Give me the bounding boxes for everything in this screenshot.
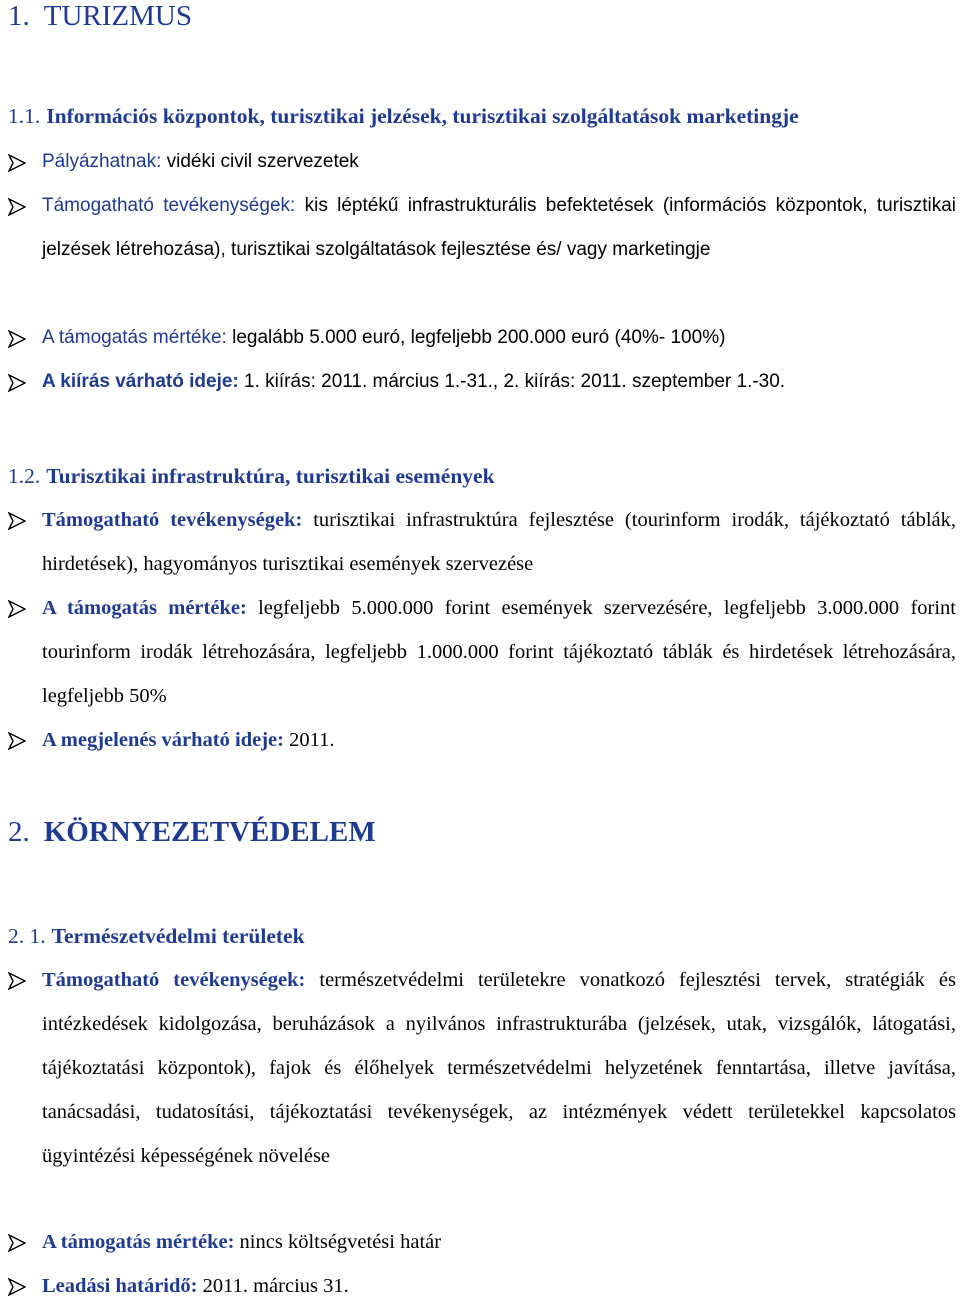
item-text: vidéki civil szervezetek [161,151,359,172]
list-item [8,958,956,1178]
item-text: természetvédelmi területekre vonatkozó fejlesztési tervek, stratégiák és intézkedések kidolgozása, beruházások a nyilvános infrastrukturába (jelzések, utak, vizsgálók, látogatási, tájékoztatási központok), fajok és élőhelyek természetvédelmi helyzetének fenntartása, illetve javítása, tanácsadási, tudatosítási, tájékoztatási tevékenységek, az intézmények védett területekkel kapcsolatos ügyintézési képességének növelése [42,969,957,1167]
item-label: Leadási határidő: [42,1275,198,1297]
item-label: A kiírás várható ideje: [42,371,239,392]
list-item [8,586,956,718]
arrowhead-bullet-icon [8,600,26,618]
list-item [8,718,956,762]
list-item [8,1264,956,1308]
item-text: legfeljebb 5.000.000 forint események szervezésére, legfeljebb 3.000.000 forint tourinform irodák létrehozására, legfeljebb 1.000.000 forint tájékoztató táblák és hirdetések létrehozására, legfeljebb 50% [42,597,956,707]
subsection-heading-2-1 [8,924,305,949]
arrowhead-bullet-icon [8,1234,26,1252]
item-text: legalább 5.000 euró, legfeljebb 200.000 euró (40%- 100%) [226,327,726,348]
item-label: Támogatható tevékenységek: [42,509,303,531]
section-heading-1 [8,0,192,33]
list-item [8,316,956,360]
item-label: A megjelenés várható ideje: [42,729,284,751]
arrowhead-bullet-icon [8,732,26,750]
section-number: 1. [8,0,30,32]
subsection-title: Természetvédelmi területek [51,924,305,948]
list-item [8,140,956,184]
list-item [8,1220,956,1264]
item-text: 2011. március 31. [197,1275,349,1297]
subsection-heading-1-2 [8,464,495,489]
subsection-number: 2. 1. [8,924,46,948]
item-label: A támogatás mértéke: [42,327,227,348]
list-item [8,360,956,404]
arrowhead-bullet-icon [8,154,26,172]
arrowhead-bullet-icon [8,374,26,392]
subsection-number: 1.2. [8,464,41,488]
section-title: KÖRNYEZETVÉDELEM [43,816,376,848]
item-label: Támogatható tevékenységek: [42,969,306,991]
item-text: turisztikai infrastruktúra fejlesztése (tourinform irodák, tájékoztató táblák, hirdetések), hagyományos turisztikai események szervezése [42,509,956,575]
item-label: A támogatás mértéke: [42,1231,235,1253]
subsection-number: 1.1. [8,104,41,128]
item-label: Támogatható tevékenységek: [42,195,296,216]
subsection-title: Információs központok, turisztikai jelzések, turisztikai szolgáltatások marketingje [46,104,799,128]
section-title: TURIZMUS [43,0,192,32]
list-item [8,498,956,586]
section-number: 2. [8,816,30,848]
arrowhead-bullet-icon [8,330,26,348]
subsection-title: Turisztikai infrastruktúra, turisztikai események [46,464,495,488]
arrowhead-bullet-icon [8,972,26,990]
item-label: Pályázhatnak: [42,151,162,172]
arrowhead-bullet-icon [8,198,26,216]
section-heading-2 [8,816,376,849]
arrowhead-bullet-icon [8,1278,26,1296]
arrowhead-bullet-icon [8,512,26,530]
subsection-heading-1-1 [8,104,799,129]
item-text: kis léptékű infrastrukturális befektetések (információs központok, turisztikai jelzések létrehozása), turisztikai szolgáltatások fejlesztése és/ vagy marketingje [42,195,956,260]
item-label: A támogatás mértéke: [42,597,247,619]
item-text: nincs költségvetési határ [234,1231,442,1253]
item-text: 2011. [283,729,335,751]
item-text: 1. kiírás: 2011. március 1.-31., 2. kiírás: 2011. szeptember 1.-30. [238,371,786,392]
list-item [8,184,956,272]
